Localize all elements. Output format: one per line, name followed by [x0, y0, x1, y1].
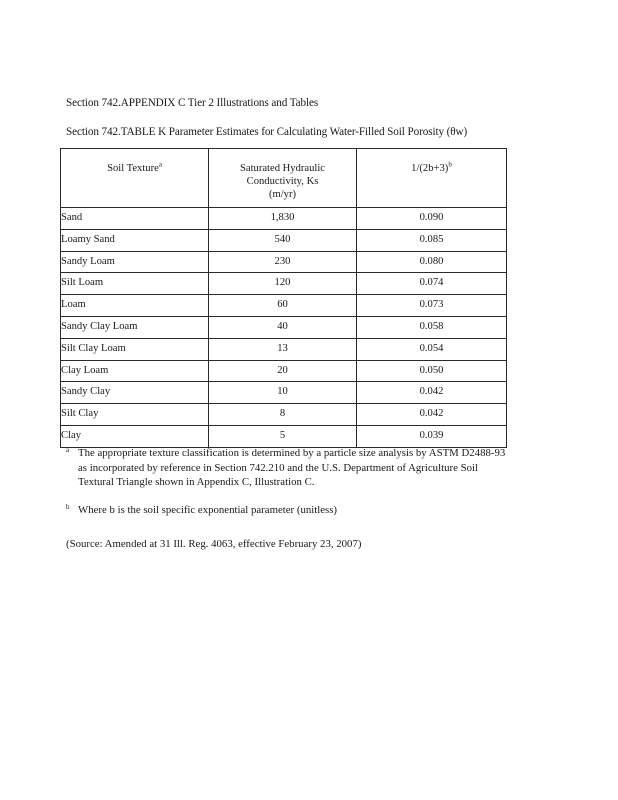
table-row — [61, 382, 507, 404]
footnote-a-ref: a — [158, 160, 162, 169]
table-row — [61, 251, 507, 273]
footnote-b — [66, 503, 516, 518]
exponent-cell: 0.058 — [357, 316, 507, 338]
soil-texture-cell: Silt Clay Loam — [61, 338, 209, 360]
conductivity-cell: 8 — [209, 404, 357, 426]
exponent-cell: 0.073 — [357, 295, 507, 317]
conductivity-cell: 5 — [209, 425, 357, 447]
table-row — [61, 360, 507, 382]
conductivity-cell: 230 — [209, 251, 357, 273]
header-conductivity-line2: Conductivity, Ks — [246, 176, 319, 187]
footnote-a — [66, 446, 516, 490]
conductivity-cell: 10 — [209, 382, 357, 404]
source-note: (Source: Amended at 31 Ill. Reg. 4063, effective February 23, 2007) — [66, 538, 362, 550]
header-exponent-label: 1/(2b+3) — [411, 163, 449, 174]
soil-texture-cell: Clay Loam — [61, 360, 209, 382]
exponent-cell: 0.054 — [357, 338, 507, 360]
soil-texture-cell: Sandy Loam — [61, 251, 209, 273]
exponent-cell: 0.050 — [357, 360, 507, 382]
soil-texture-cell: Silt Clay — [61, 404, 209, 426]
table-caption: Section 742.TABLE K Parameter Estimates for Calculating Water-Filled Soil Porosity (θw) — [66, 126, 468, 138]
header-conductivity-line1: Saturated Hydraulic — [239, 163, 325, 174]
table-row — [61, 316, 507, 338]
header-conductivity — [209, 149, 357, 208]
footnote-b-text: Where b is the soil specific exponential parameter (unitless) — [78, 504, 338, 516]
exponent-cell: 0.042 — [357, 382, 507, 404]
conductivity-cell: 60 — [209, 295, 357, 317]
soil-texture-cell: Clay — [61, 425, 209, 447]
header-conductivity-line3: (m/yr) — [268, 189, 297, 200]
footnote-b-mark: b — [66, 503, 70, 511]
footnote-a-text: The appropriate texture classification is determined by a particle size analysis by ASTM D2488-93 as incorporated by reference in Section 742.210 and the U.S. Department of Agriculture Soil Textural Triangle shown in Appendix C, Illustration C. — [78, 447, 506, 488]
parameter-table — [60, 148, 507, 448]
header-soil-texture-label: Soil Texture — [107, 163, 159, 174]
conductivity-cell: 120 — [209, 273, 357, 295]
soil-texture-cell: Loam — [61, 295, 209, 317]
exponent-cell: 0.039 — [357, 425, 507, 447]
conductivity-cell: 20 — [209, 360, 357, 382]
table-row — [61, 229, 507, 251]
table-row — [61, 295, 507, 317]
exponent-cell: 0.042 — [357, 404, 507, 426]
exponent-cell: 0.090 — [357, 208, 507, 230]
conductivity-cell: 540 — [209, 229, 357, 251]
table-row — [61, 273, 507, 295]
exponent-cell: 0.085 — [357, 229, 507, 251]
exponent-cell: 0.080 — [357, 251, 507, 273]
footnote-a-mark: a — [66, 446, 70, 454]
header-exponent — [357, 149, 507, 208]
header-soil-texture — [61, 149, 209, 208]
table-row — [61, 338, 507, 360]
conductivity-cell: 13 — [209, 338, 357, 360]
conductivity-cell: 40 — [209, 316, 357, 338]
table-row — [61, 404, 507, 426]
section-heading: Section 742.APPENDIX C Tier 2 Illustrations and Tables — [66, 97, 319, 109]
conductivity-cell: 1,830 — [209, 208, 357, 230]
soil-texture-cell: Sandy Clay — [61, 382, 209, 404]
table-header-row — [61, 149, 507, 208]
exponent-cell: 0.074 — [357, 273, 507, 295]
soil-texture-cell: Loamy Sand — [61, 229, 209, 251]
table-row — [61, 425, 507, 447]
soil-texture-cell: Sand — [61, 208, 209, 230]
footnote-b-ref: b — [448, 160, 452, 169]
soil-texture-cell: Sandy Clay Loam — [61, 316, 209, 338]
table-row — [61, 208, 507, 230]
soil-texture-cell: Silt Loam — [61, 273, 209, 295]
